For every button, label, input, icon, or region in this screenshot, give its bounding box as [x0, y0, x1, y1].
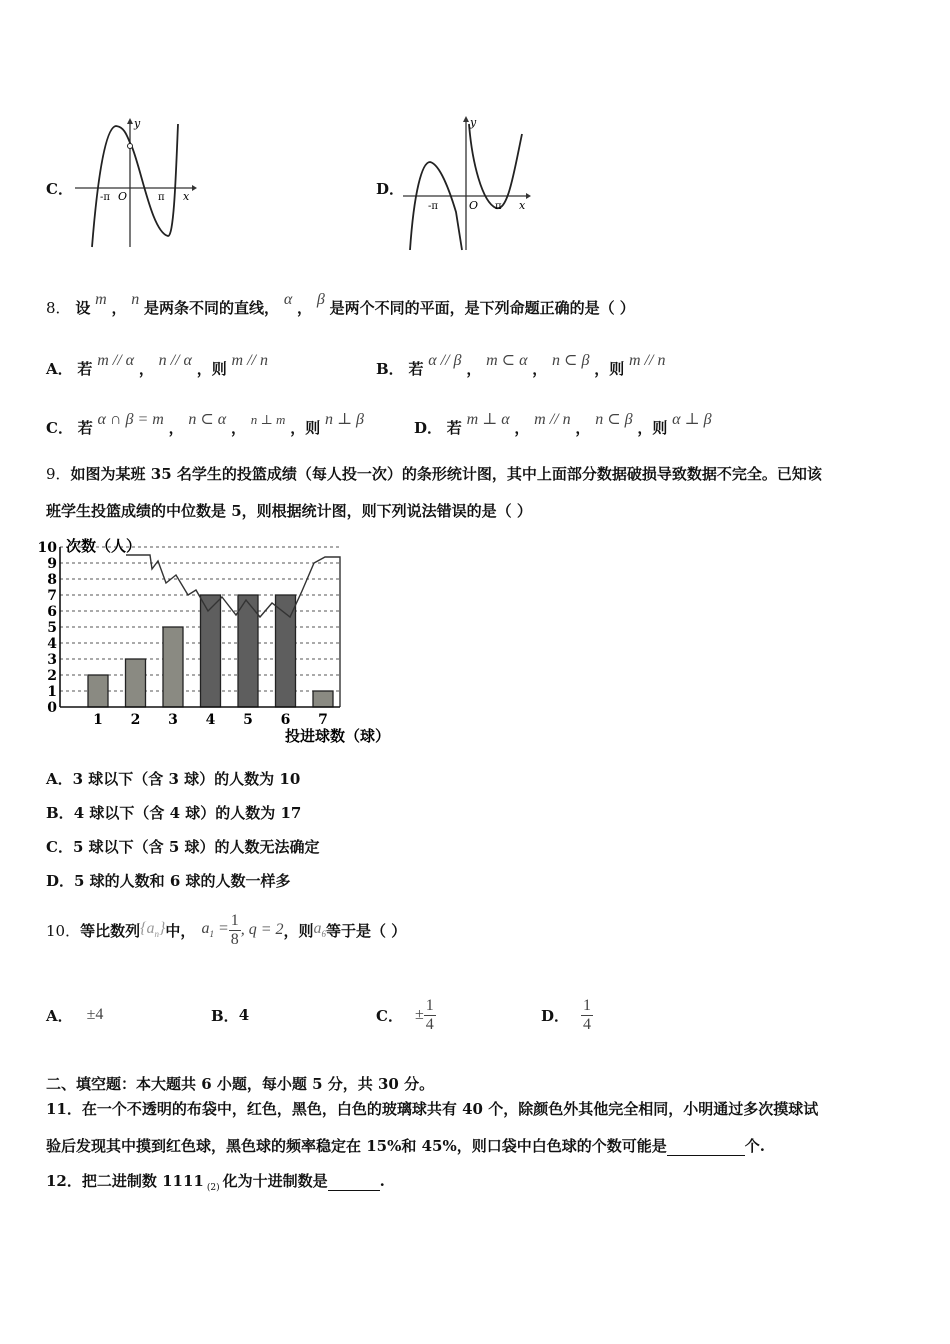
- denominator: 8: [230, 930, 239, 948]
- math: m // n: [534, 411, 571, 428]
- x-tick-label: 5: [243, 712, 253, 728]
- origin-label: O: [118, 190, 128, 203]
- option-text: 若: [77, 360, 93, 378]
- option-text: 若: [408, 360, 424, 378]
- x-axis-arrow: [192, 185, 197, 191]
- q8-option-d: [414, 411, 712, 438]
- option-label: D．: [541, 1006, 570, 1025]
- sep: ，: [230, 419, 246, 437]
- option-label: C．: [376, 1006, 403, 1025]
- option-text: 3 球以下（含 3 球）的人数为 10: [72, 770, 301, 788]
- question-number: 9．: [46, 465, 71, 483]
- y-axis-arrow: [127, 118, 133, 124]
- stem-text: 是两个不同的平面，是下列命题正确的是（ ）: [329, 299, 635, 317]
- pi-label: π: [158, 192, 165, 203]
- option-label: B．: [46, 804, 74, 822]
- fraction-one-quarter: [581, 997, 593, 1034]
- a1-expression: [201, 920, 228, 939]
- open-point: [128, 144, 133, 149]
- option-text: 5 球以下（含 5 球）的人数无法确定: [72, 838, 320, 856]
- option-text: 5 球的人数和 6 球的人数一样多: [74, 872, 291, 890]
- math: n: [154, 929, 160, 940]
- sep: ，: [575, 419, 591, 437]
- pi-label: π: [495, 201, 502, 212]
- math: =: [217, 920, 229, 938]
- math: 1: [209, 929, 214, 940]
- y-tick-label: 2: [47, 668, 57, 684]
- math: m ⊂ α: [486, 352, 528, 369]
- math: a: [313, 920, 322, 938]
- q10-option-d: [541, 990, 593, 1040]
- numerator: 1: [583, 996, 592, 1014]
- section-heading: 二、填空题：本大题共 6 小题，每小题 5 分，共 30 分。: [46, 1075, 435, 1093]
- neg-pi-label: -π: [100, 192, 110, 203]
- option-text: 若: [77, 419, 93, 437]
- math-alpha: α: [283, 291, 293, 308]
- option-label: A．: [46, 1006, 73, 1025]
- option-text: 若: [446, 419, 462, 437]
- q9-bar-chart: [37, 535, 410, 750]
- fraction-one-quarter: [424, 997, 436, 1034]
- x-label: x: [183, 190, 190, 203]
- sep: ，: [466, 360, 482, 378]
- x-tick-label: 6: [280, 712, 291, 728]
- bar-2: [126, 659, 146, 707]
- math-beta: β: [316, 291, 325, 308]
- math: α ⊥ β: [672, 411, 712, 428]
- x-tick-label: 1: [93, 712, 103, 728]
- bar-1: [88, 675, 108, 707]
- option-value: ±4: [86, 1006, 104, 1023]
- denominator: 4: [425, 1015, 434, 1033]
- stem-text: 设: [75, 299, 91, 317]
- option-label: A．: [46, 770, 73, 788]
- y-axis-title: 次数（人）: [66, 537, 142, 555]
- q10-option-c: [376, 990, 436, 1040]
- y-label: y: [134, 117, 141, 130]
- q11-line2: [46, 1135, 765, 1156]
- q8-option-b: [376, 352, 666, 379]
- option-label: B．: [211, 1006, 239, 1025]
- math: n // α: [158, 352, 192, 369]
- answer-blank[interactable]: [667, 1137, 745, 1156]
- bar-3: [163, 627, 183, 707]
- q9-option-c: [46, 836, 320, 857]
- q-expression: , q = 2: [240, 921, 284, 938]
- option-text: 4 球以下（含 4 球）的人数为 17: [73, 804, 302, 822]
- neg-pi-label: -π: [428, 201, 438, 212]
- a6-expression: [314, 920, 327, 939]
- q8-stem: [46, 291, 635, 318]
- q7-option-c-label: C．: [46, 180, 73, 198]
- stem-text: 是两条不同的直线，: [144, 299, 280, 317]
- y-tick-label: 9: [47, 556, 57, 572]
- math: m // α: [97, 352, 135, 369]
- option-label: D．: [414, 419, 443, 437]
- option-value: 4: [238, 1006, 250, 1024]
- math: a: [201, 920, 210, 938]
- bar-4: [201, 595, 221, 707]
- math: n ⊥ m: [250, 412, 286, 427]
- math-n: n: [131, 291, 140, 308]
- math: n ⊂ β: [595, 411, 633, 428]
- math-m: m: [95, 291, 107, 308]
- y-tick-label: 1: [47, 684, 57, 700]
- stem-text: 等于是（ ）: [326, 921, 407, 940]
- option-label: C．: [46, 419, 73, 437]
- plus-minus: ±: [414, 1006, 424, 1023]
- option-text: ，则: [290, 419, 321, 437]
- math: n ⊂ α: [188, 411, 227, 428]
- q9-option-d: [46, 870, 291, 891]
- curve-c: [92, 124, 178, 247]
- x-tick-label: 2: [130, 712, 141, 728]
- y-label: y: [470, 116, 477, 129]
- stem-text: 个.: [744, 1137, 765, 1155]
- numerator: 1: [230, 911, 239, 929]
- sep: ，: [138, 360, 154, 378]
- x-tick-label: 4: [205, 712, 216, 728]
- answer-blank[interactable]: [328, 1172, 380, 1191]
- stem-text: 等比数列: [80, 921, 141, 940]
- y-tick-label: 5: [47, 620, 57, 636]
- option-label: C．: [46, 838, 73, 856]
- stem-text: 12．把二进制数 1111: [46, 1172, 204, 1190]
- q7-graph-c: [70, 112, 200, 252]
- option-text: ，则: [196, 360, 227, 378]
- q11-line1: 11．在一个不透明的布袋中，红色，黑色，白色的玻璃球共有 40 个，除颜色外其他完全相同，小明通过多次摸球试: [46, 1100, 819, 1118]
- q10-option-b: [211, 990, 249, 1040]
- math: a: [146, 920, 155, 938]
- math: n ⊂ β: [552, 352, 590, 369]
- x-label: x: [519, 199, 526, 212]
- sep: ，: [297, 299, 313, 317]
- q10-option-a: [46, 990, 103, 1040]
- x-axis-title: 投进球数（球）: [285, 727, 391, 745]
- denominator: 4: [583, 1015, 592, 1033]
- question-number: 8．: [46, 299, 71, 317]
- y-tick-label: 0: [47, 700, 57, 716]
- stem-text: 中，: [165, 921, 196, 940]
- q8-option-c: [46, 411, 364, 438]
- q9-option-b: [46, 802, 301, 823]
- q7-graph-d: [398, 112, 538, 252]
- math: α ∩ β = m: [97, 411, 164, 428]
- math: 6: [321, 929, 327, 940]
- x-axis-arrow: [526, 193, 531, 199]
- y-tick-label: 6: [47, 604, 57, 620]
- y-axis-arrow: [463, 116, 469, 122]
- sep: ，: [532, 360, 548, 378]
- q12: [46, 1170, 385, 1193]
- stem-text: 验后发现其中摸到红色球，黑色球的频率稳定在 15%和 45%，则口袋中白色球的个数可能是: [46, 1137, 667, 1155]
- y-tick-label: 10: [37, 540, 57, 556]
- option-label: A．: [46, 360, 73, 378]
- stem-text: 如图为某班 35 名学生的投篮成绩（每人投一次）的条形统计图，其中上面部分数据破损导致数据不完全。已知该: [70, 465, 822, 483]
- stem-text: .: [379, 1172, 385, 1190]
- option-label: B．: [376, 360, 404, 378]
- x-tick-label: 3: [168, 712, 178, 728]
- sequence-notation: $\{a_n\}$: [140, 920, 166, 940]
- q9-stem-line1: [46, 463, 822, 484]
- base-subscript: (2): [206, 1183, 220, 1193]
- q9-option-a: [46, 768, 300, 789]
- sep: ，: [111, 299, 127, 317]
- question-number: 10．: [46, 921, 81, 940]
- option-text: ，则: [594, 360, 625, 378]
- math: n ⊥ β: [324, 411, 364, 428]
- x-tick-label: 7: [318, 712, 328, 728]
- y-tick-label: 8: [47, 572, 57, 588]
- torn-edge: [126, 555, 340, 707]
- sep: ，: [514, 419, 530, 437]
- stem-text: ，则: [283, 921, 314, 940]
- q10-stem: [46, 905, 406, 955]
- option-label: D．: [46, 872, 75, 890]
- fraction-one-eighth: [229, 912, 241, 949]
- math: m ⊥ α: [466, 411, 510, 428]
- y-tick-label: 7: [47, 588, 57, 604]
- numerator: 1: [425, 996, 434, 1014]
- sep: ，: [168, 419, 184, 437]
- q8-option-a: [46, 352, 268, 379]
- q9-stem-line2: 班学生投篮成绩的中位数是 5，则根据统计图，则下列说法错误的是（ ）: [46, 502, 532, 520]
- q7-option-d-label: D．: [376, 180, 405, 198]
- y-tick-label: 4: [47, 636, 57, 652]
- origin-label: O: [469, 199, 479, 212]
- option-text: ，则: [637, 419, 668, 437]
- stem-text: 化为十进制数是: [222, 1172, 328, 1190]
- bar-7: [313, 691, 333, 707]
- math: α // β: [428, 352, 462, 369]
- y-tick-label: 3: [47, 652, 57, 668]
- math: m // n: [231, 352, 268, 369]
- math: m // n: [629, 352, 666, 369]
